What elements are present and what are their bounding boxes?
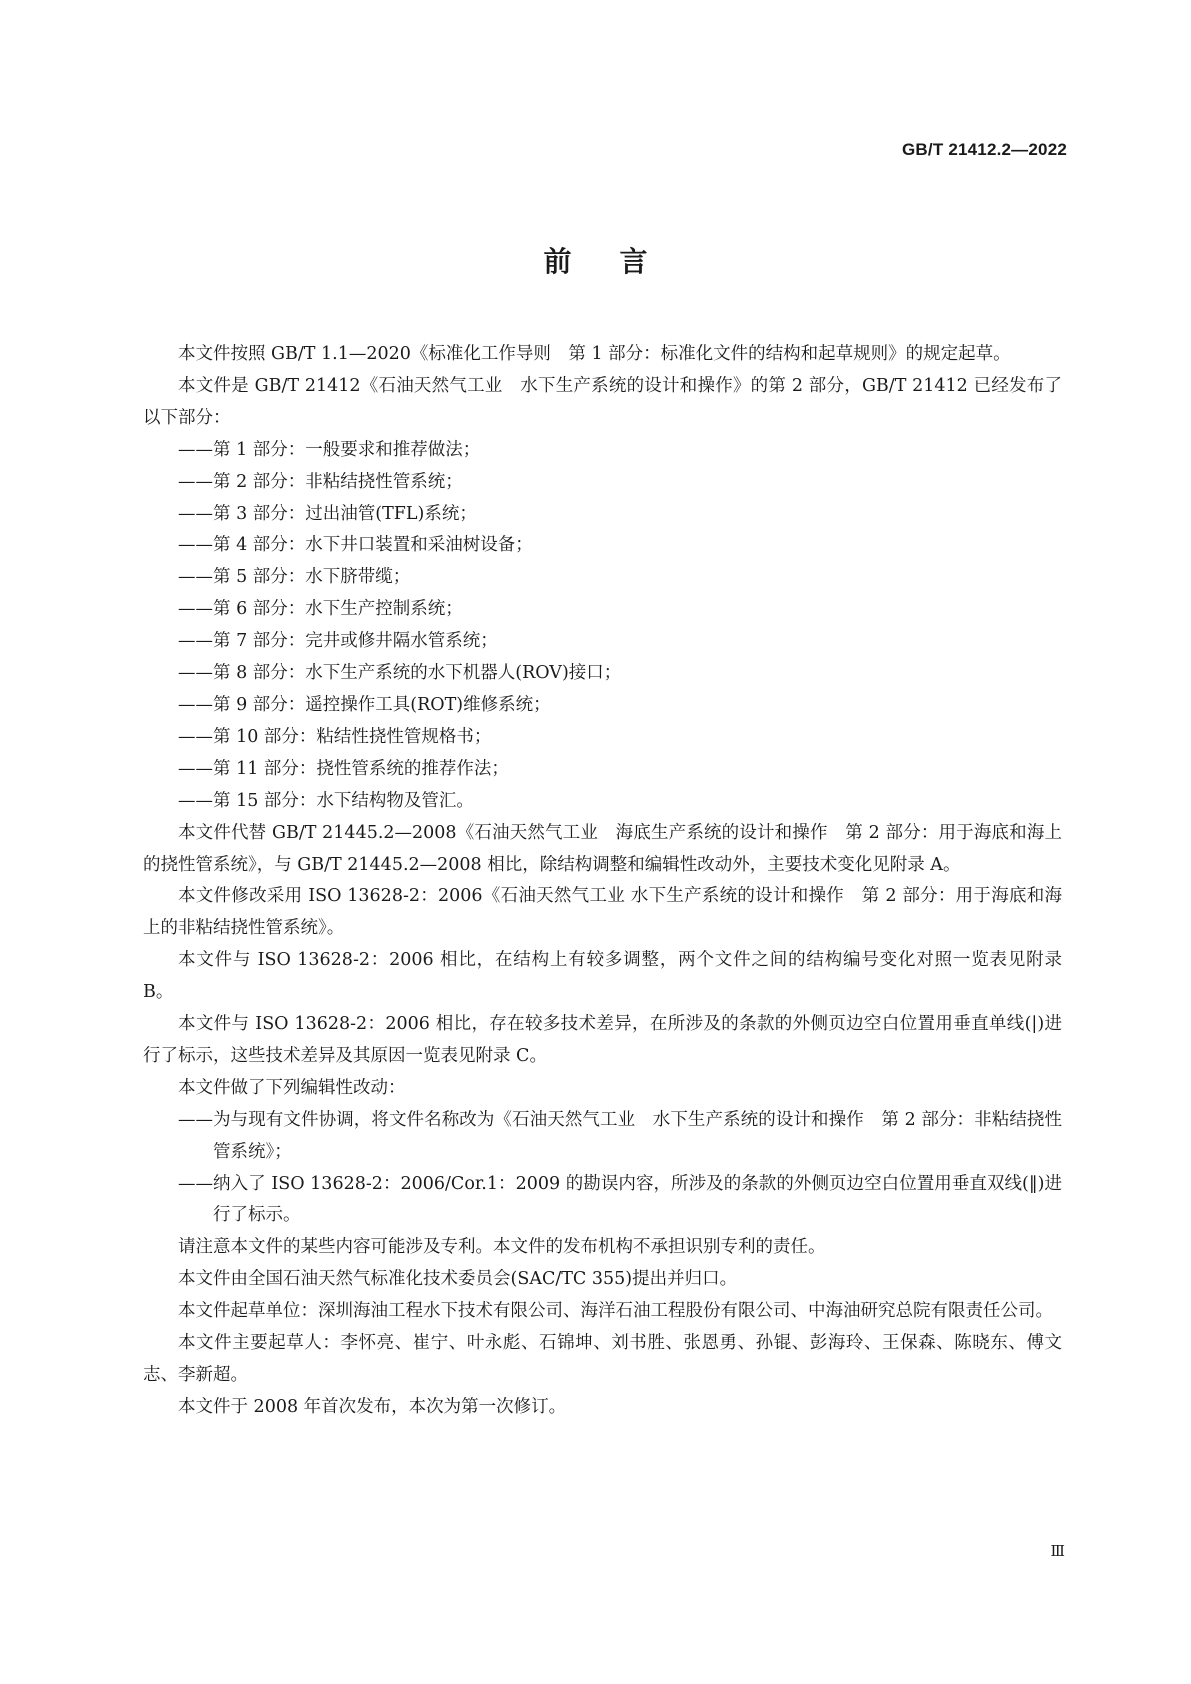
paragraph-drafting-rules: 本文件按照 GB/T 1.1—2020《标准化工作导则 第 1 部分：标准化文件的结构和起草规则》的规定起草。 [178, 344, 1011, 364]
list-item-part: ——第 1 部分：一般要求和推荐做法； [178, 439, 481, 460]
paragraph-structure-changes: 本文件与 ISO 13628-2：2006 相比，在结构上有较多调整，两个文件之间的结构编号变化对照一览表见附录 B。 [143, 950, 1062, 1003]
paragraph-drafting-units: 本文件起草单位：深圳海油工程水下技术有限公司、海洋石油工程股份有限公司、中海油研究总院有限责任公司。 [178, 1301, 1053, 1322]
page-number: Ⅲ [1050, 1542, 1065, 1560]
paragraph-committee: 本文件由全国石油天然气标准化技术委员会(SAC/TC 355)提出并归口。 [178, 1269, 738, 1290]
list-item-part: ——第 10 部分：粘结性挠性管规格书； [178, 726, 492, 747]
list-item-part: ——第 2 部分：非粘结挠性管系统； [178, 471, 463, 492]
paragraph-technical-deviations: 本文件与 ISO 13628-2：2006 相比，存在较多技术差异，在所涉及的条款的外侧页边空白位置用垂直单线(|)进行了标示，这些技术差异及其原因一览表见附录 C。 [143, 1014, 1062, 1066]
list-item-edit: ——为与现有文件协调，将文件名称改为《石油天然气工业 水下生产系统的设计和操作 第 2 部分：非粘结挠性管系统》； [178, 1109, 1062, 1162]
list-item-part: ——第 4 部分：水下井口装置和采油树设备； [178, 535, 533, 556]
paragraph-drafters: 本文件主要起草人：李怀亮、崔宁、叶永彪、石锦坤、刘书胜、张恩勇、孙锟、彭海玲、王保森、陈晓东、傅文志、李新超。 [143, 1333, 1062, 1385]
list-item-part: ——第 6 部分：水下生产控制系统； [178, 599, 463, 620]
paragraph-publication-history: 本文件于 2008 年首次发布，本次为第一次修订。 [178, 1396, 567, 1417]
paragraph-adoption: 本文件修改采用 ISO 13628-2：2006《石油天然气工业 水下生产系统的设计和操作 第 2 部分：用于海底和海上的非粘结挠性管系统》。 [143, 886, 1062, 939]
list-item-part: ——第 8 部分：水下生产系统的水下机器人(ROV)接口； [178, 663, 622, 684]
list-item-part: ——第 11 部分：挠性管系统的推荐作法； [178, 758, 509, 779]
paragraph-editorial-intro: 本文件做了下列编辑性改动： [178, 1077, 406, 1098]
list-item-part: ——第 15 部分：水下结构物及管汇。 [178, 790, 474, 811]
paragraph-series-intro: 本文件是 GB/T 21412《石油天然气工业 水下生产系统的设计和操作》的第 2 部分，GB/T 21412 已经发布了以下部分： [143, 375, 1062, 428]
list-item-part: ——第 5 部分：水下脐带缆； [178, 567, 411, 588]
page-title: 前言 [543, 245, 696, 278]
paragraph-replacement: 本文件代替 GB/T 21445.2—2008《石油天然气工业 海底生产系统的设计和操作 第 2 部分：用于海底和海上的挠性管系统》，与 GB/T 21445.2—2008 相比，除结构调整和编辑性改动外，主要技术变化见附录 A。 [143, 822, 1062, 875]
paragraph-patent-notice: 请注意本文件的某些内容可能涉及专利。本文件的发布机构不承担识别专利的责任。 [178, 1237, 826, 1258]
list-item-part: ——第 7 部分：完井或修井隔水管系统； [178, 631, 498, 652]
standard-number: GB/T 21412.2—2022 [902, 140, 1067, 159]
foreword-body [143, 339, 1062, 1424]
list-item-part: ——第 9 部分：遥控操作工具(ROT)维修系统； [178, 694, 551, 715]
list-item-edit: ——纳入了 ISO 13628-2：2006/Cor.1：2009 的勘误内容，所涉及的条款的外侧页边空白位置用垂直双线(‖)进行了标示。 [178, 1173, 1062, 1226]
list-item-part: ——第 3 部分：过出油管(TFL)系统； [178, 503, 477, 524]
